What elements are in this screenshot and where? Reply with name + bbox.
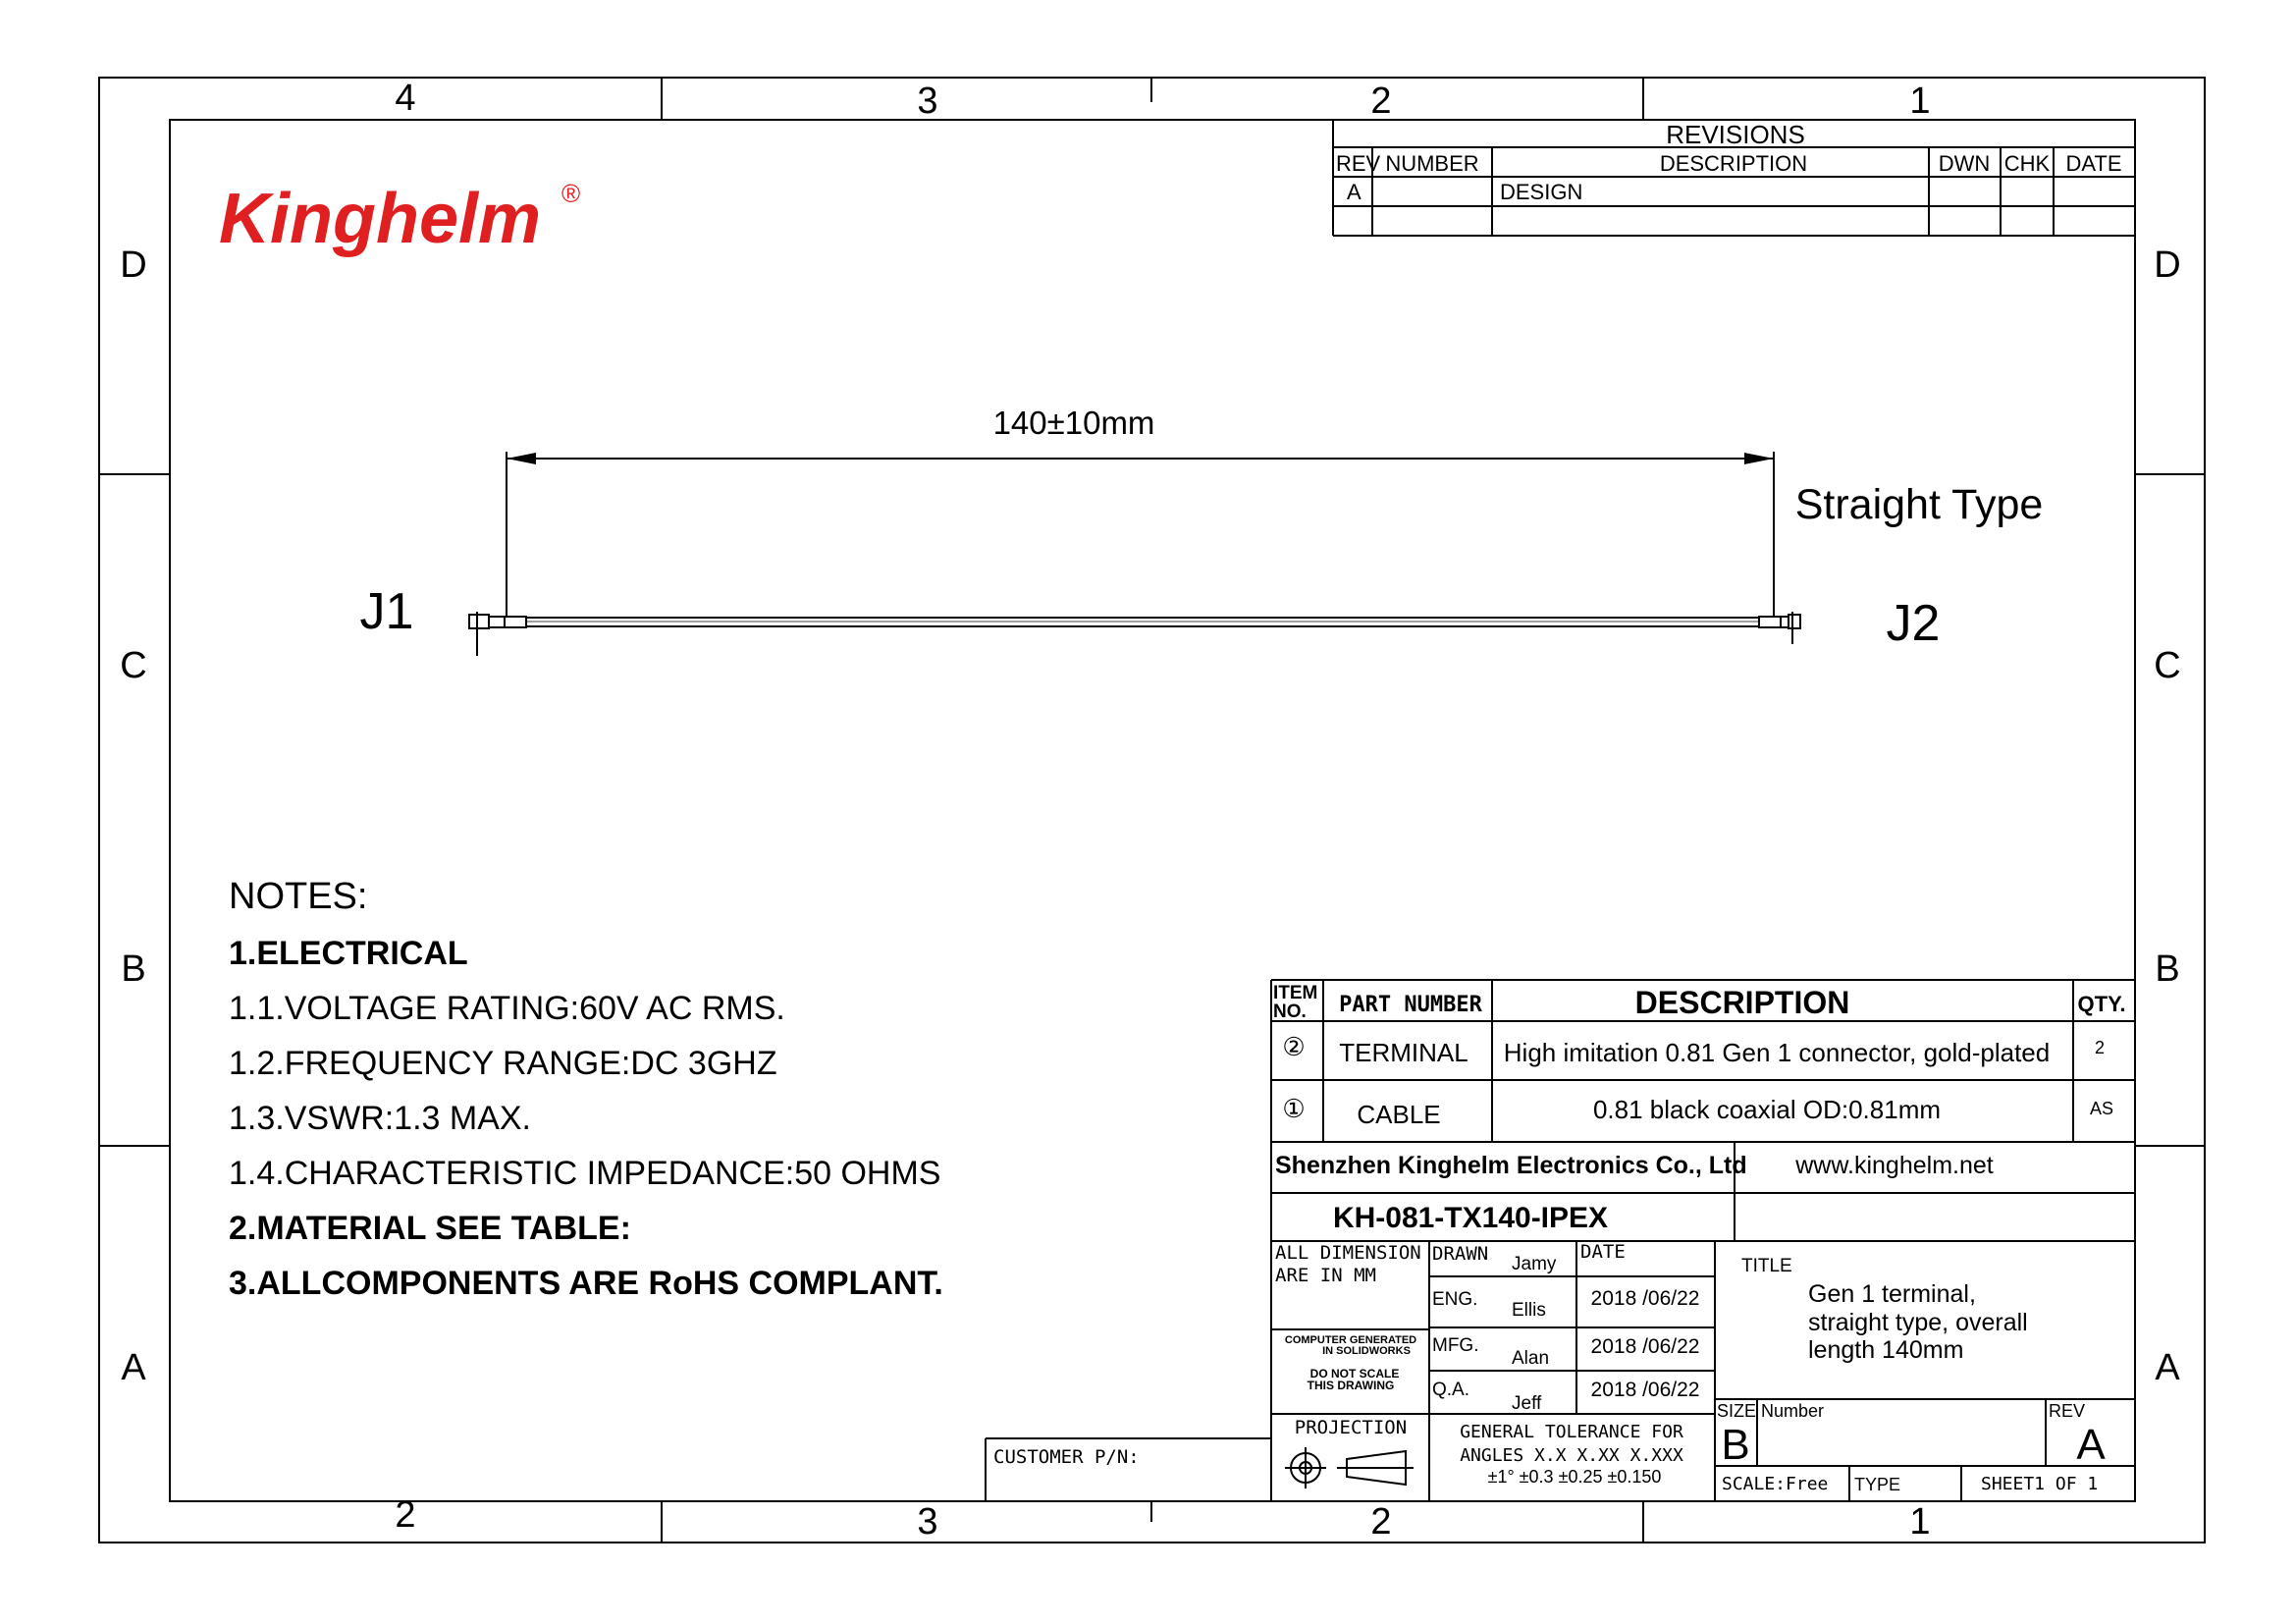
title-label: TITLE — [1741, 1256, 1792, 1276]
computer-generated-note: COMPUTER GENERATED — [1284, 1334, 1417, 1346]
coaxial-cable — [526, 618, 1759, 626]
chk-header: CHK — [2003, 151, 2051, 176]
number-header: NUMBER — [1385, 151, 1479, 176]
drawing-part-number: KH-081-TX140-IPEX — [1332, 1202, 1609, 1234]
title-line: length 140mm — [1808, 1336, 1964, 1364]
bom-row-part: CABLE — [1357, 1100, 1441, 1129]
company-website: www.kinghelm.net — [1795, 1152, 1994, 1179]
mfg-label: MFG. — [1432, 1335, 1479, 1356]
part-number-header: PART NUMBER — [1339, 993, 1482, 1017]
scale-label: SCALE:Free — [1722, 1474, 1829, 1494]
drawn-name: Jamy — [1512, 1254, 1557, 1274]
bom-row-item: ② — [1282, 1032, 1306, 1061]
drawn-label: DRAWN — [1432, 1243, 1489, 1265]
computer-generated-note: IN SOLIDWORKS — [1322, 1345, 1411, 1357]
zone-bottom-3: 3 — [917, 1501, 938, 1543]
revisions-table — [1333, 120, 2135, 236]
qa-date: 2018 /06/22 — [1590, 1379, 1700, 1401]
dimension-arrow-left — [507, 453, 536, 464]
bom-row-qty: 2 — [2094, 1038, 2106, 1057]
zone-bottom-1: 1 — [1909, 1501, 1931, 1543]
customer-pn-label: CUSTOMER P/N: — [993, 1446, 1140, 1468]
note-line: 1.ELECTRICAL — [229, 935, 468, 972]
j1-label: J1 — [359, 583, 414, 640]
bom-row-qty: AS — [2089, 1099, 2114, 1118]
bom-row-item: ① — [1282, 1094, 1306, 1123]
sheet-label: SHEET1 OF 1 — [1981, 1474, 2099, 1494]
eng-label: ENG. — [1432, 1289, 1478, 1310]
logo-text: Kinghelm — [219, 180, 542, 258]
bom-description-header: DESCRIPTION — [1634, 985, 1850, 1020]
bom-row-description: 0.81 black coaxial OD:0.81mm — [1592, 1095, 1942, 1124]
connector-j2 — [1759, 612, 1800, 644]
tolerance-note: ANGLES X.X X.XX X.XXX — [1460, 1445, 1683, 1466]
all-dimension-note: ARE IN MM — [1275, 1265, 1376, 1286]
bom-row-description: High imitation 0.81 Gen 1 connector, gold-plated — [1503, 1038, 2051, 1067]
date-label: DATE — [1580, 1241, 1626, 1263]
dimension-arrow-right — [1744, 453, 1774, 464]
j2-label: J2 — [1886, 595, 1941, 652]
rev-label: REV — [2049, 1401, 2086, 1421]
qa-name: Jeff — [1512, 1393, 1542, 1414]
date-header: DATE — [2065, 151, 2122, 176]
mfg-date: 2018 /06/22 — [1590, 1335, 1700, 1358]
row-left-A: A — [121, 1347, 146, 1388]
note-line: 1.3.VSWR:1.3 MAX. — [229, 1100, 531, 1137]
projection-label: PROJECTION — [1294, 1417, 1408, 1438]
title-block — [986, 1142, 2135, 1501]
number-label: Number — [1761, 1401, 1825, 1421]
item-header-line2: NO. — [1273, 1001, 1307, 1022]
tolerance-note: GENERAL TOLERANCE FOR — [1460, 1422, 1683, 1442]
third-angle-projection-icon — [1285, 1447, 1414, 1489]
straight-type-label: Straight Type — [1794, 481, 2044, 528]
length-dimension: 140±10mm — [992, 405, 1155, 441]
notes-block — [229, 876, 943, 1302]
kinghelm-logo — [219, 179, 580, 258]
connector-j1 — [469, 612, 526, 656]
row-left-C: C — [120, 645, 147, 686]
note-line: 2.MATERIAL SEE TABLE: — [229, 1210, 631, 1247]
zone-top-4: 4 — [395, 78, 416, 119]
row-right-A: A — [2155, 1347, 2180, 1388]
qa-label: Q.A. — [1432, 1380, 1470, 1400]
note-line: 1.1.VOLTAGE RATING:60V AC RMS. — [229, 990, 785, 1027]
zone-top-1: 1 — [1909, 81, 1931, 122]
do-not-scale-note: THIS DRAWING — [1307, 1379, 1395, 1392]
zone-bottom-2b: 2 — [1370, 1501, 1392, 1543]
all-dimension-note: ALL DIMENSION — [1275, 1242, 1421, 1264]
size-label: SIZE — [1717, 1401, 1757, 1421]
title-line: straight type, overall — [1808, 1309, 2028, 1336]
row-left-B: B — [121, 948, 146, 990]
zone-bottom-2: 2 — [395, 1494, 416, 1536]
bom-row-part: TERMINAL — [1339, 1038, 1468, 1067]
revision-rev-value: A — [1347, 180, 1362, 204]
do-not-scale-note: DO NOT SCALE — [1309, 1367, 1400, 1380]
eng-date: 2018 /06/22 — [1590, 1287, 1700, 1310]
qty-header: QTY. — [2077, 992, 2126, 1016]
zone-top-2: 2 — [1370, 81, 1392, 122]
row-right-C: C — [2154, 645, 2181, 686]
revision-description-value: DESIGN — [1500, 180, 1583, 204]
note-line: 1.4.CHARACTERISTIC IMPEDANCE:50 OHMS — [229, 1155, 941, 1192]
dwn-header: DWN — [1938, 151, 1991, 176]
eng-name: Ellis — [1512, 1300, 1546, 1321]
description-header: DESCRIPTION — [1659, 151, 1808, 176]
company-name: Shenzhen Kinghelm Electronics Co., Ltd — [1275, 1152, 1747, 1179]
note-line: 3.ALLCOMPONENTS ARE RoHS COMPLANT. — [229, 1265, 943, 1302]
tolerance-values: ±1° ±0.3 ±0.25 ±0.150 — [1487, 1467, 1662, 1487]
notes-title: NOTES: — [229, 876, 368, 917]
item-header-line1: ITEM — [1273, 983, 1318, 1003]
cable-drawing — [360, 405, 2044, 656]
note-line: 1.2.FREQUENCY RANGE:DC 3GHZ — [229, 1045, 777, 1082]
rev-header: REV — [1336, 151, 1381, 176]
mfg-name: Alan — [1512, 1348, 1550, 1369]
logo-registered-mark: ® — [561, 179, 581, 208]
title-line: Gen 1 terminal, — [1808, 1280, 1976, 1308]
row-right-D: D — [2154, 244, 2181, 286]
row-right-B: B — [2155, 948, 2180, 990]
size-value: B — [1721, 1421, 1750, 1469]
revisions-title: REVISIONS — [1666, 120, 1805, 149]
type-label: TYPE — [1854, 1475, 1901, 1494]
row-left-D: D — [120, 244, 147, 286]
zone-top-3: 3 — [917, 81, 938, 122]
rev-value: A — [2076, 1421, 2106, 1469]
